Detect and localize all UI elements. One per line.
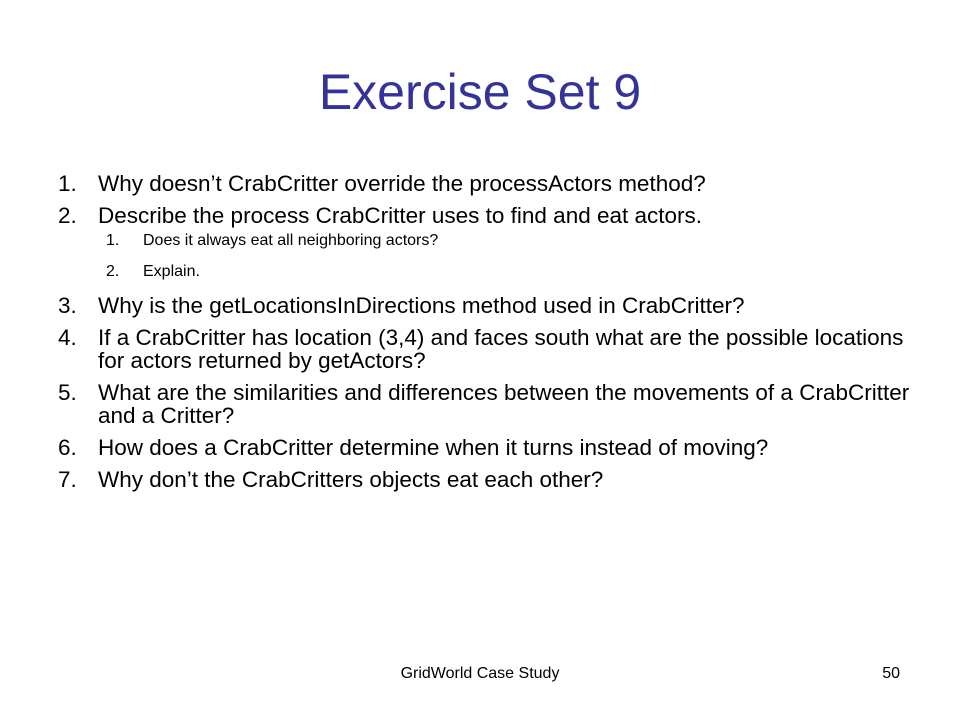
list-item-text: What are the similarities and differences between the movements of a CrabCritter and a Critter? [98,380,910,428]
page-number: 50 [882,665,900,682]
list-item-4 [58,326,918,372]
sub-item-2 [58,263,918,281]
list-item-number: 1. [58,171,77,196]
list-item-7 [58,468,918,491]
list-item-5 [58,381,918,427]
list-item-text: If a CrabCritter has location (3,4) and faces south what are the possible locations for actors returned by getActors? [98,325,904,373]
slide-title: Exercise Set 9 [318,64,642,120]
list-item-text: Why doesn’t CrabCritter override the processActors method? [98,171,706,196]
list-item-text: Describe the process CrabCritter uses to find and eat actors. [98,203,703,228]
list-item-number: 6. [58,435,77,460]
sub-item-1 [58,232,918,250]
list-item-text: Why is the getLocationsInDirections method used in CrabCritter? [98,293,745,318]
list-item-1 [58,172,918,195]
list-item-number: 5. [58,380,77,405]
list-item-number: 4. [58,325,77,350]
sub-item-text: Explain. [143,263,200,280]
sub-item-text: Does it always eat all neighboring actors? [143,232,439,249]
list-item-6 [58,436,918,459]
list-item-number: 7. [58,467,77,492]
sub-item-number: 2. [106,263,120,280]
list-item-2 [58,204,918,227]
footer-title: GridWorld Case Study [400,665,560,682]
list-item-text: Why don’t the CrabCritters objects eat each other? [98,467,604,492]
exercise-list [58,172,918,500]
sub-item-number: 1. [106,232,120,249]
list-item-3 [58,294,918,317]
list-item-text: How does a CrabCritter determine when it turns instead of moving? [98,435,769,460]
list-item-number: 2. [58,203,77,228]
list-item-number: 3. [58,293,77,318]
